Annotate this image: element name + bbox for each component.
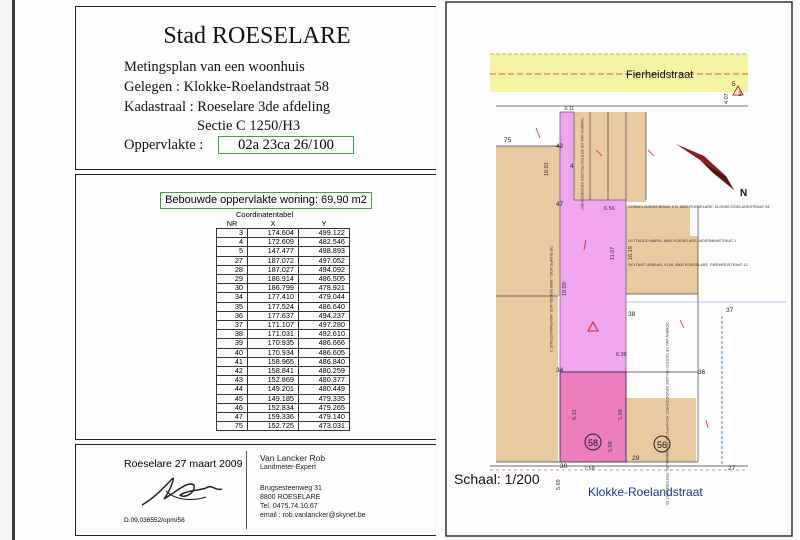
coord-cell-nr: 43 <box>217 376 248 385</box>
coord-cell-nr: 5 <box>217 247 248 256</box>
coord-cell-nr: 46 <box>217 403 248 412</box>
email: email : rob.vanlancker@skynet.be <box>260 512 366 519</box>
house-number-56: 56 <box>656 440 668 450</box>
coord-cell-nr: 34 <box>217 293 248 302</box>
street-top-area <box>490 54 748 92</box>
dim-10: 5.69 <box>556 479 562 490</box>
coord-cell-xv: 152.869 <box>248 376 299 385</box>
point-37: 37 <box>726 307 734 314</box>
coord-cell-yv: 486.666 <box>299 339 350 348</box>
coord-cell-yv: 492.610 <box>299 330 350 339</box>
coord-cell-xv: 158.841 <box>248 367 299 376</box>
located-label: Gelegen : <box>124 79 180 95</box>
coord-cell-xv: 172.609 <box>248 238 299 247</box>
coord-cell-yv: 498.893 <box>299 247 350 256</box>
col-y: Y <box>321 219 327 228</box>
coord-cell-xv: 177.410 <box>248 293 299 302</box>
area-value: 02a 23ca 26/100 <box>218 136 354 154</box>
table-row <box>217 339 350 348</box>
point-47: 47 <box>556 201 564 208</box>
located-line <box>124 79 329 96</box>
dim-2: 3.11 <box>564 106 575 112</box>
coord-cell-xv: 152.725 <box>248 422 299 431</box>
table-row <box>217 256 350 265</box>
section-value: Sectie C 1250/H3 <box>197 118 301 134</box>
coord-cell-nr: 40 <box>217 348 248 357</box>
coord-cell-yv: 480.259 <box>299 367 350 376</box>
coordinates-block <box>75 174 439 440</box>
dim-13: 5.59 <box>618 409 624 420</box>
coord-cell-xv: 170.934 <box>248 348 299 357</box>
point-5: 5 <box>732 81 736 88</box>
street-bottom-label: Klokke-Roelandstraat <box>588 485 703 499</box>
point-75: 75 <box>504 137 512 144</box>
north-arrow <box>676 144 747 199</box>
signature-drawing <box>136 471 226 511</box>
coord-cell-xv: 186.799 <box>248 284 299 293</box>
coord-cell-yv: 480.377 <box>299 376 350 385</box>
point-27: 27 <box>728 465 736 472</box>
date-line: Roeselare 27 maart 2009 <box>124 458 243 470</box>
coord-cell-xv: 187.072 <box>248 256 299 265</box>
coord-cell-xv: 171.107 <box>248 321 299 330</box>
owner-6: DOMEIN VAN DE GESTICHTELIJKE BEVOEGDHEID, SCHAPPIJ DE MOEIMEMOLEN, ROTERMAANT 30 <box>665 322 669 505</box>
point-30: 30 <box>560 463 568 470</box>
coord-cell-nr: 30 <box>217 284 248 293</box>
coord-cell-nr: 37 <box>217 321 248 330</box>
coord-cell-xv: 171.031 <box>248 330 299 339</box>
coord-cell-xv: 170.935 <box>248 339 299 348</box>
col-nr: NR <box>226 219 238 228</box>
table-row <box>217 293 350 302</box>
area-label: Oppervlakte : <box>124 137 204 153</box>
coord-cell-xv: 147.477 <box>248 247 299 256</box>
block-divider <box>246 451 247 529</box>
dim-6: 18.00 <box>562 282 568 296</box>
coord-table <box>216 219 350 431</box>
surveyor-name: Van Lancker Rob <box>260 453 326 463</box>
plan-type: Metingsplan van een woonhuis <box>124 59 305 75</box>
dim-4: 16.19 <box>628 246 634 260</box>
owner-4: SKYTANT URBAAN, 9 D/6, 8800 ROESELARE, FIERHEIDSTRAAT 12 <box>628 263 748 267</box>
coord-cell-xv: 149.201 <box>248 385 299 394</box>
neighbor-parcel-right-1 <box>626 206 690 236</box>
dim-3: 16.01 <box>544 162 550 176</box>
coord-cell-xv: 159.336 <box>248 413 299 422</box>
coord-cell-yv: 478.921 <box>299 284 350 293</box>
city-title: Stad ROESELARE <box>163 23 351 49</box>
coord-cell-nr: 27 <box>217 256 248 265</box>
coord-cell-xv: 149.185 <box>248 394 299 403</box>
address-street: Brugsesteenweg 31 <box>260 485 322 492</box>
coord-cell-xv: 174.604 <box>248 229 299 238</box>
dim-5: 6.56 <box>604 206 615 212</box>
dim-12: 6.31 <box>572 409 578 420</box>
street-top-label: Fierheidstraat <box>626 69 694 81</box>
cadastre-value: Roeselare 3de afdeling <box>197 99 331 115</box>
coord-cell-yv: 497.052 <box>299 256 350 265</box>
table-row <box>217 302 350 311</box>
coord-cell-nr: 4 <box>217 238 248 247</box>
coord-cell-yv: 486.505 <box>299 275 350 284</box>
signature-block <box>75 444 439 536</box>
info-sheet <box>12 0 435 540</box>
dim-11: 5.98 <box>608 441 614 452</box>
point-29: 29 <box>632 455 640 462</box>
coord-cell-nr: 3 <box>217 229 248 238</box>
coord-cell-xv: 186.914 <box>248 275 299 284</box>
coord-cell-nr: 39 <box>217 339 248 348</box>
owner-3: UYTTADDO MARIA, 8800 ROESELARE, MOERMANSTRAAT 1 <box>628 239 737 243</box>
point-38: 38 <box>628 311 636 318</box>
site-plan <box>436 0 800 540</box>
located-value: Klokke-Roelandstraat 58 <box>183 79 329 95</box>
coord-cell-yv: 479.044 <box>299 293 350 302</box>
coord-table-caption: Coordinatentabel <box>236 210 294 219</box>
table-row <box>217 348 350 357</box>
coord-cell-nr: 38 <box>217 330 248 339</box>
coord-cell-nr: 42 <box>217 367 248 376</box>
reference-number: D.09.036552/opm/58 <box>124 517 185 524</box>
coord-cell-nr: 75 <box>217 422 248 431</box>
plan-sheet <box>436 0 800 540</box>
coord-cell-yv: 497.280 <box>299 321 350 330</box>
coord-cell-nr: 47 <box>217 413 248 422</box>
coord-cell-yv: 486.605 <box>299 348 350 357</box>
coord-cell-nr: 28 <box>217 265 248 274</box>
coord-table-body <box>217 229 350 431</box>
table-row <box>217 385 350 394</box>
surveyor-title: Landmeter-Expert <box>260 464 317 471</box>
phone: Tel. 0475.74.10.67 <box>260 503 318 510</box>
cadastre-line <box>124 99 330 116</box>
table-row <box>217 422 350 431</box>
dim-8: 6.36 <box>616 352 627 358</box>
coord-cell-yv: 473.031 <box>299 422 350 431</box>
coord-cell-xv: 187.027 <box>248 265 299 274</box>
built-area: Bebouwde oppervlakte woning: 69,90 m2 <box>160 192 372 209</box>
coord-cell-nr: 44 <box>217 385 248 394</box>
dim-7: 11.07 <box>610 246 616 260</box>
owner-1: DOMEIN VAN DE GESTICHTELIJKE BEVOEGDHEID <box>580 118 584 210</box>
north-label: N <box>740 188 748 199</box>
coord-cell-yv: 486.840 <box>299 357 350 366</box>
point-4: 4 <box>570 163 574 170</box>
owner-5: DE RUMPE NOEL, 8800 ROESELARE, MOERMANSTRAAT 2 <box>549 246 553 352</box>
neighbor-parcel-front-left <box>496 296 558 462</box>
table-row <box>217 394 350 403</box>
coord-cell-yv: 499.122 <box>299 229 350 238</box>
cadastre-label: Kadastraal : <box>124 99 194 115</box>
coord-cell-yv: 479.140 <box>299 413 350 422</box>
address-city: 8800 ROESELARE <box>260 494 321 501</box>
table-row <box>217 247 350 256</box>
coord-cell-nr: 35 <box>217 302 248 311</box>
col-x: X <box>270 219 276 228</box>
coord-cell-xv: 152.834 <box>248 403 299 412</box>
coord-cell-xv: 177.637 <box>248 311 299 320</box>
house-number-58: 58 <box>587 438 599 448</box>
coord-cell-yv: 479.265 <box>299 403 350 412</box>
coord-cell-yv: 480.449 <box>299 385 350 394</box>
dim-9: 7.58 <box>584 466 595 472</box>
coord-cell-yv: 479.335 <box>299 394 350 403</box>
coord-cell-yv: 494.237 <box>299 311 350 320</box>
coord-cell-nr: 29 <box>217 275 248 284</box>
scale-label: Schaal: 1/200 <box>454 471 540 487</box>
house-58 <box>560 372 626 462</box>
coord-cell-nr: 36 <box>217 311 248 320</box>
coord-cell-xv: 158.965 <box>248 357 299 366</box>
point-3: 3 <box>738 91 742 98</box>
coord-cell-nr: 45 <box>217 394 248 403</box>
coord-cell-nr: 41 <box>217 357 248 366</box>
title-block <box>75 6 439 170</box>
coord-cell-yv: 482.546 <box>299 238 350 247</box>
point-34: 34 <box>556 367 564 374</box>
coord-cell-yv: 494.092 <box>299 265 350 274</box>
coord-cell-xv: 177.524 <box>248 302 299 311</box>
point-36: 36 <box>698 369 706 376</box>
dim-1: 4.07 <box>724 93 730 104</box>
point-42: 42 <box>556 143 564 150</box>
coord-cell-yv: 486.640 <box>299 302 350 311</box>
owner-2: CORNELISSENS BRAM, 5 D, 8800 ROESELARE, KLOKKE-ROELANDSTRAAT 54 <box>628 205 770 209</box>
